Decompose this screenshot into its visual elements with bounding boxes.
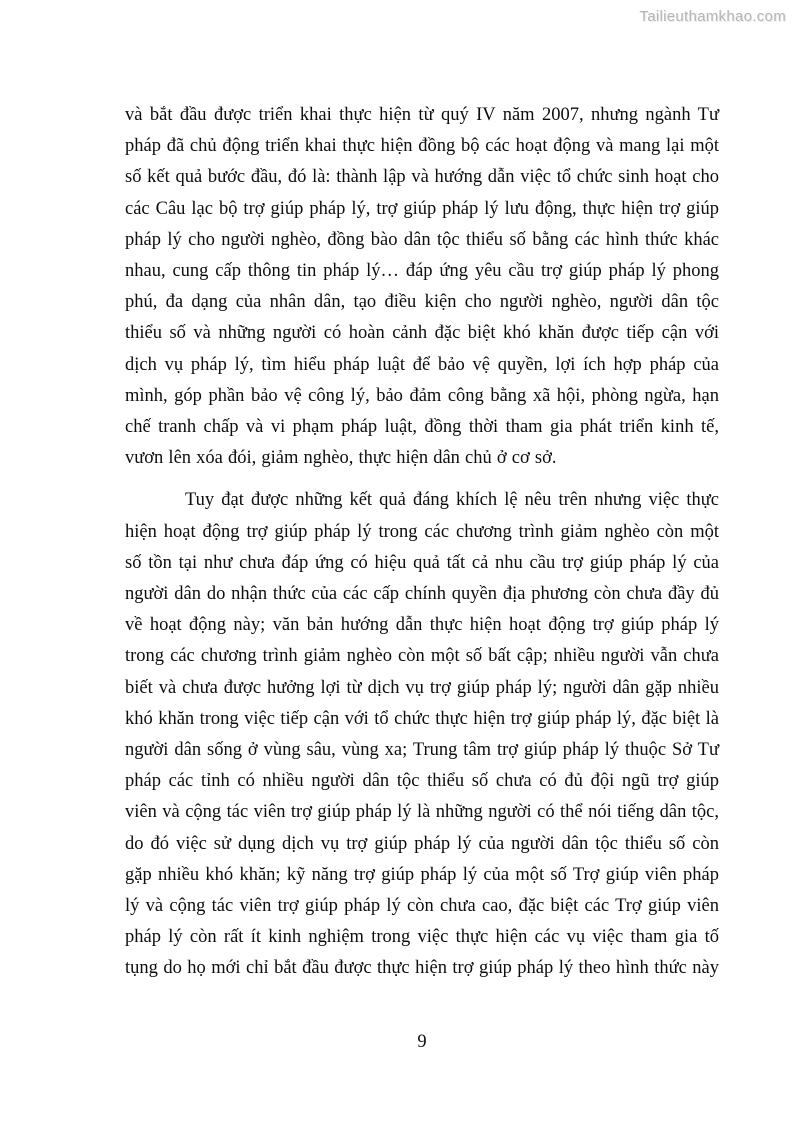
text-line: Tuy đạt được những kết quả đáng khích lệ nêu trên nhưng việc thực [185,490,719,511]
text-line: các Câu lạc bộ trợ giúp pháp lý, trợ giúp pháp lý lưu động, thực hiện trợ giúp [125,198,719,219]
text-line: gặp nhiều khó khăn; kỹ năng trợ giúp pháp lý của một số Trợ giúp viên pháp [125,864,719,885]
text-line: chế tranh chấp và vi phạm pháp luật, đồng thời tham gia phát triển kinh tế, [125,417,719,438]
watermark-text: Tailieuthamkhao.com [639,8,786,25]
text-line: dịch vụ pháp lý, tìm hiểu pháp luật để bảo vệ quyền, lợi ích hợp pháp của [125,354,719,375]
text-line: số kết quả bước đầu, đó là: thành lập và hướng dẫn việc tổ chức sinh hoạt cho [125,167,719,188]
text-line: trong các chương trình giảm nghèo còn một số bất cập; nhiều người vẫn chưa [125,646,719,667]
text-line: số tồn tại như chưa đáp ứng có hiệu quả tất cả nhu cầu trợ giúp pháp lý của [125,552,719,573]
text-line: pháp lý còn rất ít kinh nghiệm trong việc thực hiện các vụ việc tham gia tố [125,927,719,948]
text-line: hiện hoạt động trợ giúp pháp lý trong các chương trình giảm nghèo còn một [125,521,719,542]
text-line: pháp các tỉnh có nhiều người dân tộc thiểu số chưa có đủ đội ngũ trợ giúp [125,771,719,792]
text-line: viên và cộng tác viên trợ giúp pháp lý là những người có thể nói tiếng dân tộc, [125,802,719,823]
text-block [125,100,719,985]
text-line: tụng do họ mới chỉ bắt đầu được thực hiện trợ giúp pháp lý theo hình thức này [125,958,719,979]
text-line: mình, góp phần bảo vệ công lý, bảo đảm công bằng xã hội, phòng ngừa, hạn [125,385,719,406]
text-line: và bắt đầu được triển khai thực hiện từ quý IV năm 2007, nhưng ngành Tư [125,105,719,125]
text-line: biết và chưa được hưởng lợi từ dịch vụ trợ giúp pháp lý; người dân gặp nhiều [125,677,719,698]
text-line: pháp lý cho người nghèo, đồng bào dân tộc thiểu số bằng các hình thức khác [125,229,719,250]
text-line: khó khăn trong việc tiếp cận với tổ chức thực hiện trợ giúp pháp lý, đặc biệt là [125,708,719,729]
text-line: lý và cộng tác viên trợ giúp pháp lý còn chưa cao, đặc biệt các Trợ giúp viên [125,896,719,917]
page-number: 9 [417,1032,427,1052]
text-line: thiểu số và những người có hoàn cảnh đặc biệt khó khăn được tiếp cận với [125,323,719,344]
text-line: phú, đa dạng của nhân dân, tạo điều kiện cho người nghèo, người dân tộc [125,292,719,313]
text-line: về hoạt động này; văn bản hướng dẫn thực hiện hoạt động trợ giúp pháp lý [125,615,719,636]
text-line: người dân do nhận thức của các cấp chính quyền địa phương còn chưa đầy đủ [125,584,719,605]
text-line: người dân sống ở vùng sâu, vùng xa; Trung tâm trợ giúp pháp lý thuộc Sở Tư [125,740,719,761]
text-line: pháp đã chủ động triển khai thực hiện đồng bộ các hoạt động và mang lại một [125,136,719,157]
text-line: nhau, cung cấp thông tin pháp lý… đáp ứng yêu cầu trợ giúp pháp lý phong [125,261,719,282]
paragraph [125,485,719,984]
text-line: do đó việc sử dụng dịch vụ trợ giúp pháp lý của người dân tộc thiểu số còn [125,833,719,854]
paragraph [125,100,719,474]
text-line: vươn lên xóa đói, giảm nghèo, thực hiện dân chủ ở cơ sở. [125,448,557,469]
